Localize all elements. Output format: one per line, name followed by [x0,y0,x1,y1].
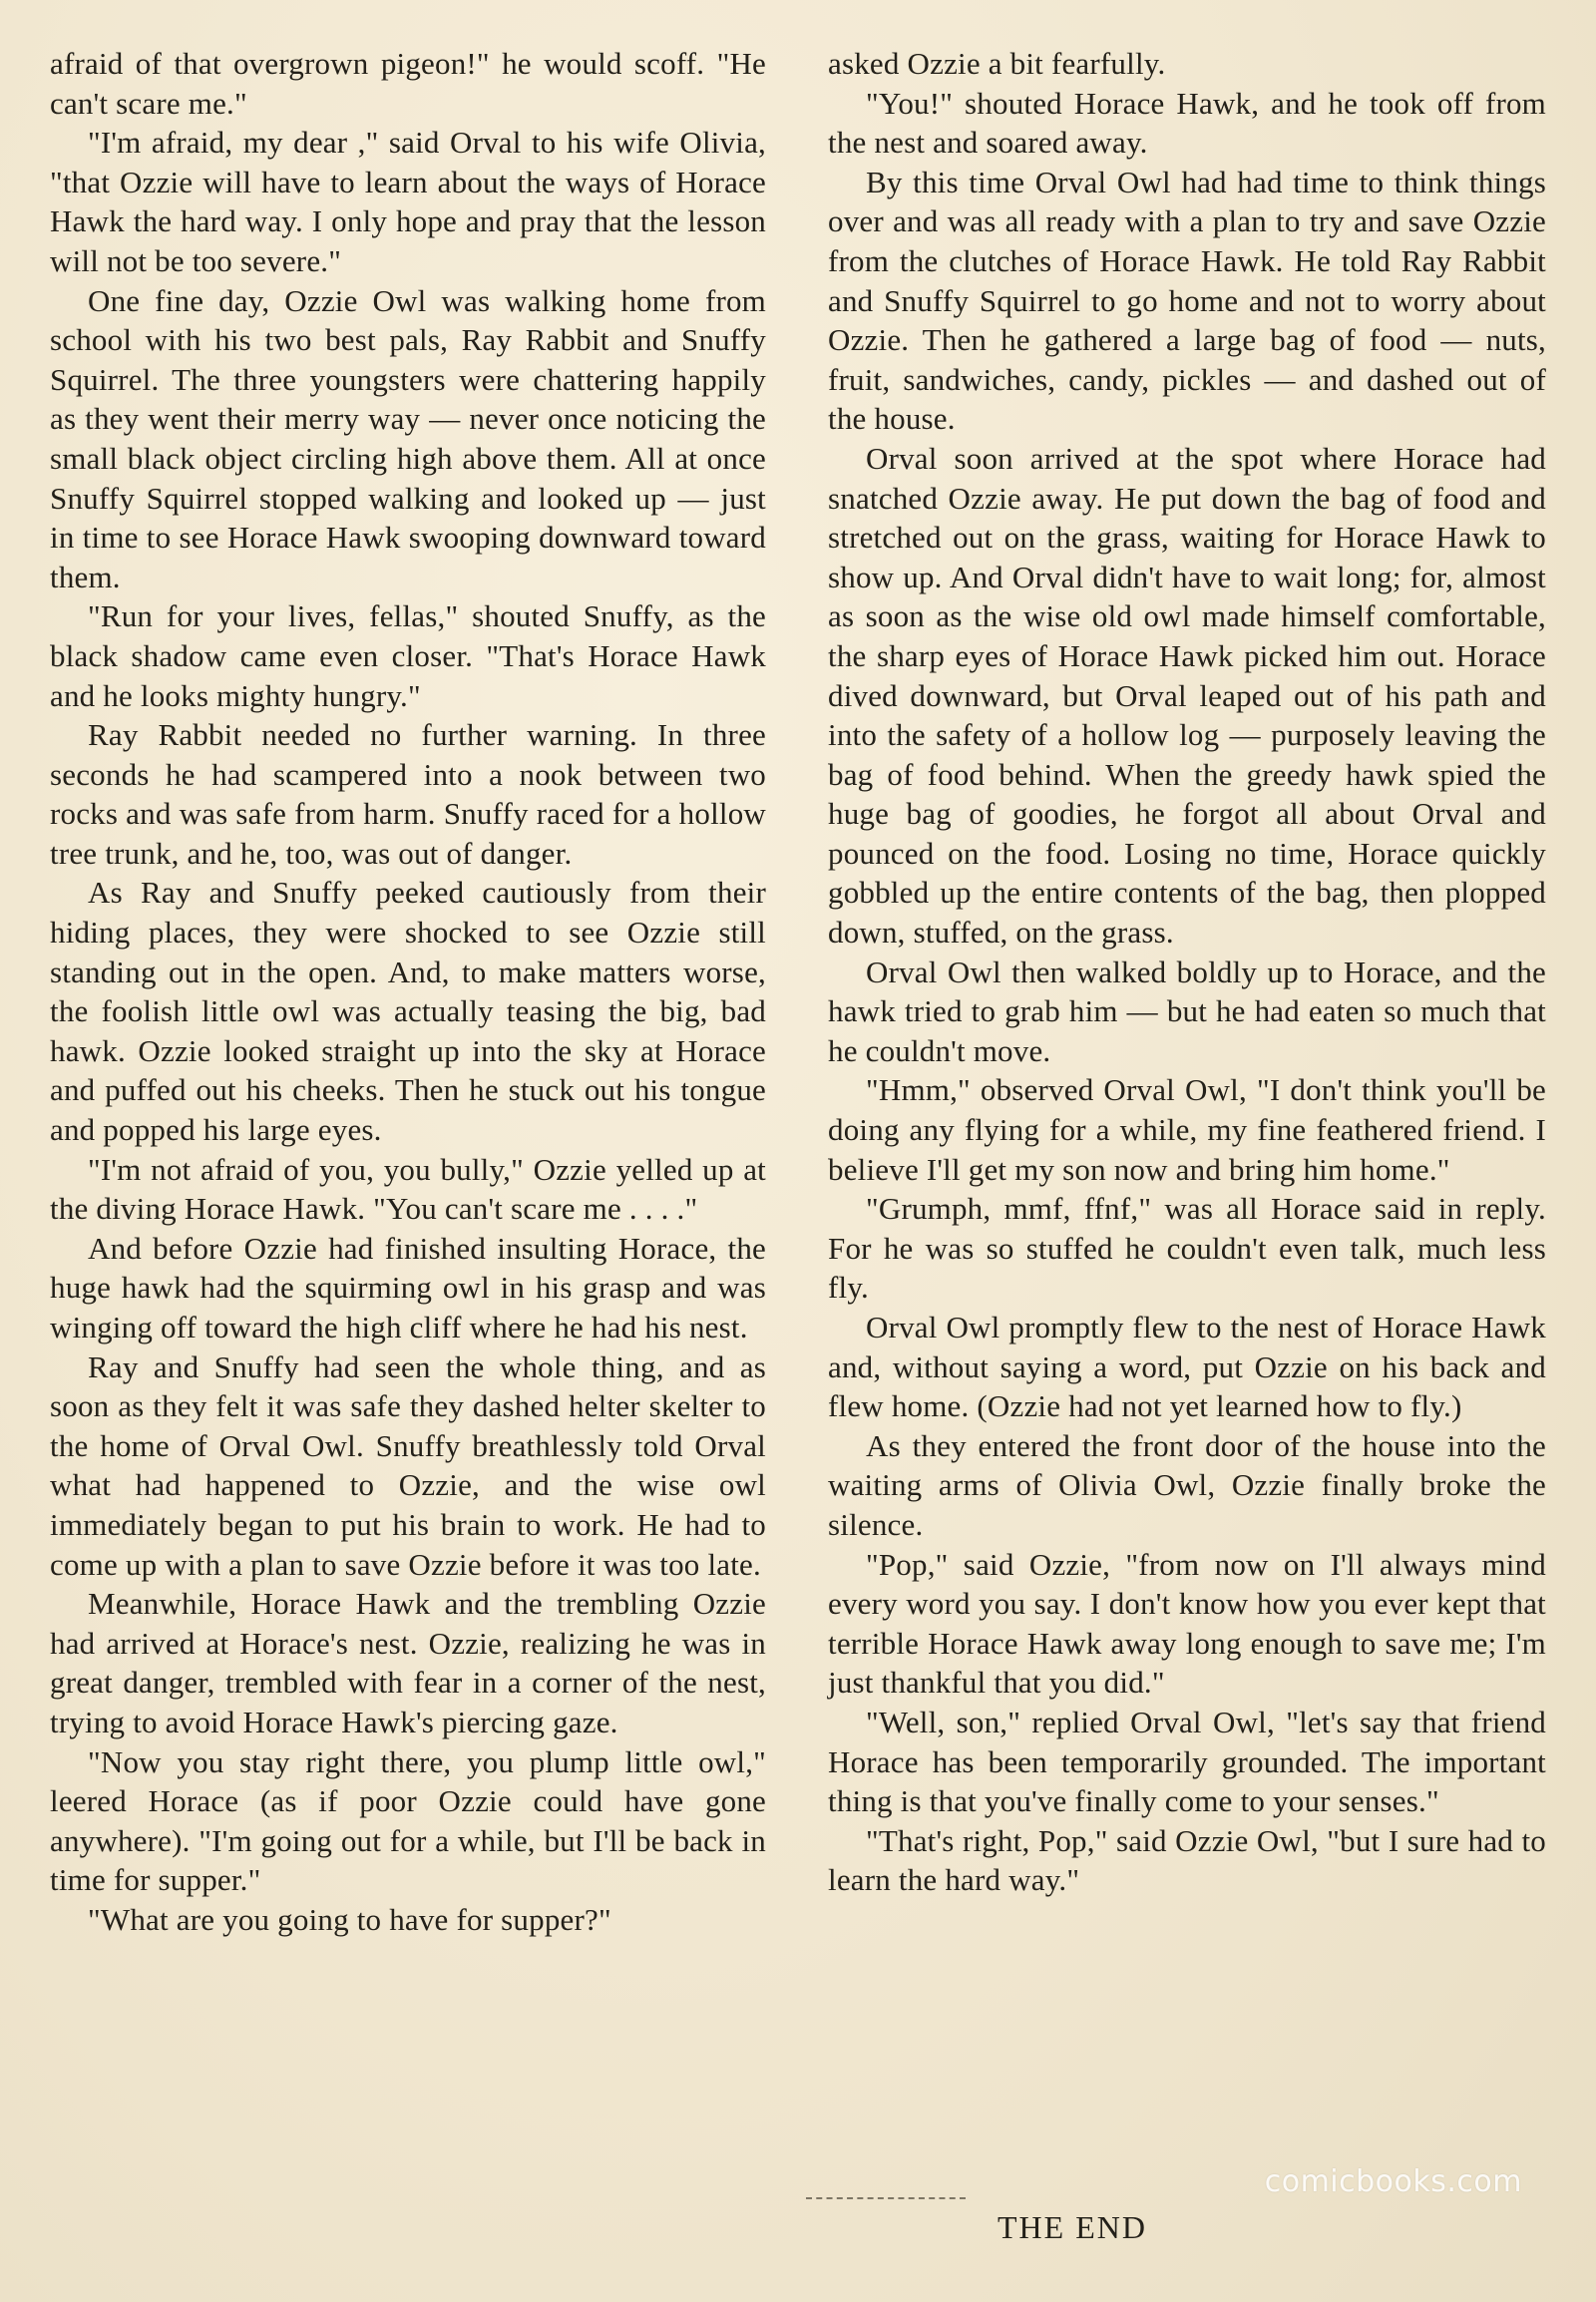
paragraph: "That's right, Pop," said Ozzie Owl, "but I sure had to learn the hard way." [828,1822,1546,1898]
the-end-label: THE END [998,2209,1147,2245]
right-text-column [828,44,1546,1900]
paragraph: One fine day, Ozzie Owl was walking home from school with his two best pals, Ray Rabbit and Snuffy Squirrel. The three youngsters were chattering happily as they went their merry way — never once noticing the small black object circling high above them. All at once Snuffy Squirrel stopped walking and looked up — just in time to see Horace Hawk swooping downward toward them. [50,282,766,594]
paragraph: Orval Owl then walked boldly up to Horace, and the hawk tried to grab him — but he had eaten so much that he couldn't move. [828,954,1546,1068]
paragraph: "Hmm," observed Orval Owl, "I don't think you'll be doing any flying for a while, my fine feathered friend. I believe I'll get my son now and bring him home." [828,1072,1546,1187]
paragraph: "You!" shouted Horace Hawk, and he took off from the nest and soared away. [828,85,1546,161]
paragraph: As Ray and Snuffy peeked cautiously from their hiding places, they were shocked to see Ozzie still standing out in the open. And, to make matters worse, the foolish little owl was actually teasing the big, bad hawk. Ozzie looked straight up into the sky at Horace and puffed out his cheeks. Then he stuck out his tongue and popped his large eyes. [50,875,766,1148]
paragraph: "Now you stay right there, you plump little owl," leered Horace (as if poor Ozzie could have gone anywhere). "I'm going out for a while, but I'll be back in time for supper." [50,1743,766,1898]
paragraph: "I'm not afraid of you, you bully," Ozzie yelled up at the diving Horace Hawk. "You can't scare me . . . ." [50,1151,766,1227]
paragraph: "Well, son," replied Orval Owl, "let's say that friend Horace has been temporarily grounded. The important thing is that you've finally come to your senses." [828,1704,1546,1819]
paragraph: Ray and Snuffy had seen the whole thing, and as soon as they felt it was safe they dashed helter skelter to the home of Orval Owl. Snuffy breathlessly told Orval what had happened to Ozzie, and the wise owl immediately began to put his brain to work. He had to come up with a plan to save Ozzie before it was too late. [50,1348,766,1582]
paragraph: Orval soon arrived at the spot where Horace had snatched Ozzie away. He put down the bag of food and stretched out on the grass, waiting for Horace Hawk to show up. And Orval didn't have to wait long; for, almost as soon as the wise old owl made himself comfortable, the sharp eyes of Horace Hawk picked him out. Horace dived downward, but Orval leaped out of his path and into the safety of a hollow log — purposely leaving the bag of food behind. When the greedy hawk spied the huge bag of goodies, he forgot all about Orval and pounced on the food. Losing no time, Horace quickly gobbled up the entire contents of the bag, then plopped down, stuffed, on the grass. [828,440,1546,951]
watermark: comicbooks.com [1264,2164,1522,2199]
paragraph: "Grumph, mmf, ffnf," was all Horace said in reply. For he was so stuffed he couldn't even talk, much less fly. [828,1191,1546,1306]
paragraph: As they entered the front door of the house into the waiting arms of Olivia Owl, Ozzie finally broke the silence. [828,1427,1546,1542]
paragraph: afraid of that overgrown pigeon!" he would scoff. "He can't scare me." [50,46,766,121]
paragraph: "What are you going to have for supper?" [88,1901,611,1937]
paragraph: "I'm afraid, my dear ," said Orval to his wife Olivia, "that Ozzie will have to learn about the ways of Horace Hawk the hard way. I only hope and pray that the lesson will not be too severe." [50,125,766,278]
paragraph: "Run for your lives, fellas," shouted Snuffy, as the black shadow came even closer. "That's Horace Hawk and he looks mighty hungry." [50,598,766,713]
left-text-column [50,44,766,1940]
paragraph: Ray Rabbit needed no further warning. In three seconds he had scampered into a nook between two rocks and was safe from harm. Snuffy raced for a hollow tree trunk, and he, too, was out of danger. [50,717,766,871]
paragraph: By this time Orval Owl had had time to think things over and was all ready with a plan to try and save Ozzie from the clutches of Horace Hawk. He told Ray Rabbit and Snuffy Squirrel to go home and not to worry about Ozzie. Then he gathered a large bag of food — nuts, fruit, sandwiches, candy, pickles — and dashed out of the house. [828,164,1546,437]
end-divider [806,2197,966,2199]
paragraph: "Pop," said Ozzie, "from now on I'll always mind every word you say. I don't know how you ever kept that terrible Horace Hawk away long enough to save me; I'm just thankful that you did." [828,1546,1546,1701]
paragraph: Orval Owl promptly flew to the nest of Horace Hawk and, without saying a word, put Ozzie on his back and flew home. (Ozzie had not yet learned how to fly.) [828,1310,1546,1424]
paragraph: Meanwhile, Horace Hawk and the trembling Ozzie had arrived at Horace's nest. Ozzie, realizing he was in great danger, trembled with fear in a corner of the nest, trying to avoid Horace Hawk's piercing gaze. [50,1586,766,1739]
paragraph: And before Ozzie had finished insulting Horace, the huge hawk had the squirming owl in his grasp and was winging off toward the high cliff where he had his nest. [50,1230,766,1344]
paragraph: asked Ozzie a bit fearfully. [828,46,1166,81]
